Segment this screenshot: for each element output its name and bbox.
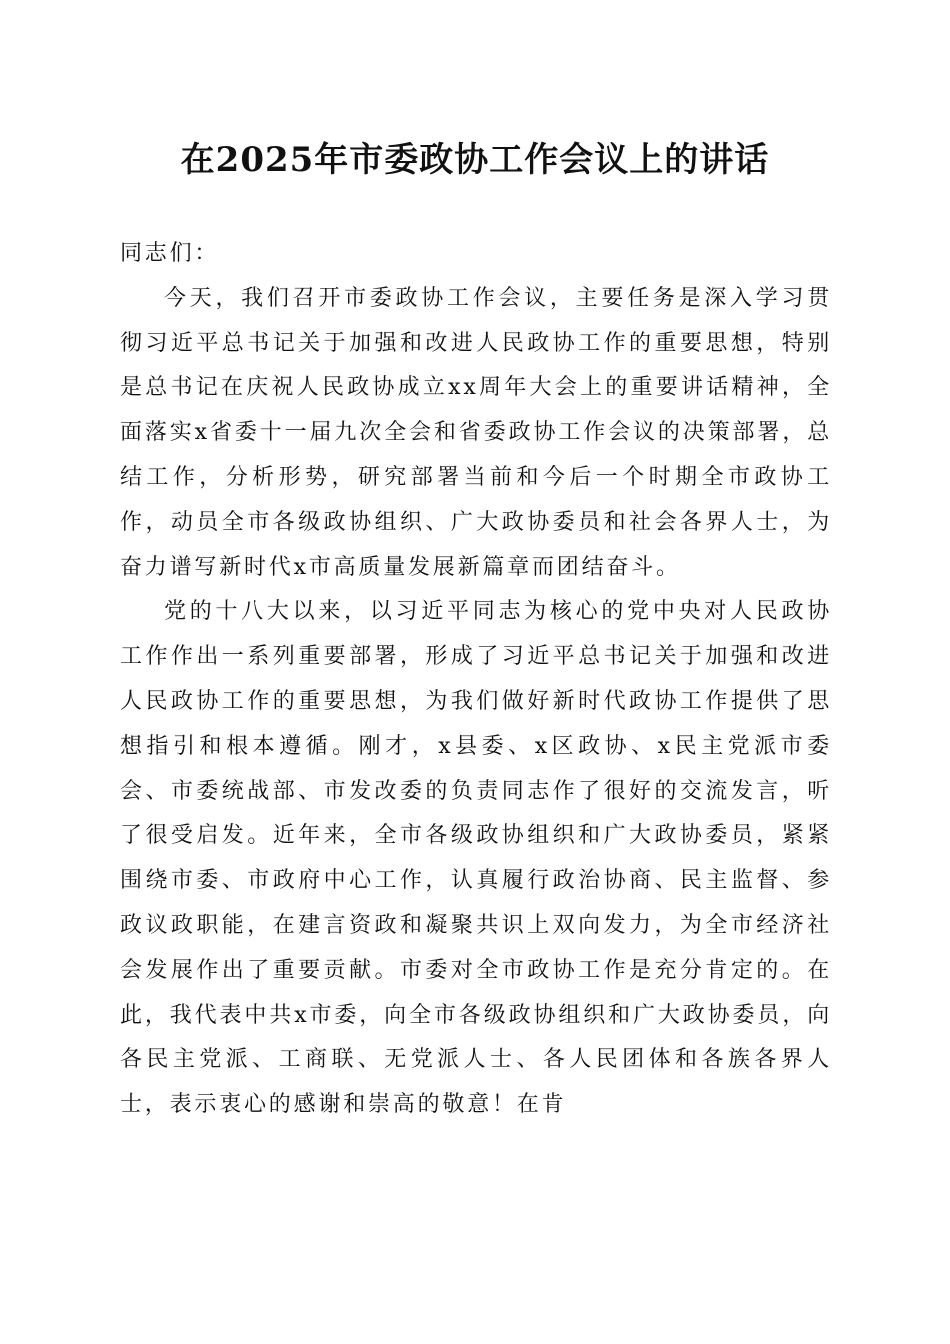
salutation: 同志们： xyxy=(120,241,220,266)
paragraph-opening: 今天，我们召开市委政协工作会议，主要任务是深入学习贯彻习近平总书记关于加强和改进人民政协工作的重要思想，特别是总书记在庆祝人民政协成立xx周年大会上的重要讲话精神，全面落实x省委十一届九次全会和省委政协工作会议的决策部署，总结工作，分析形势，研究部署当前和今后一个时期全市政协工作，动员全市各级政协组织、广大政协委员和社会各界人士，为奋力谱写新时代x市高质量发展新篇章而团结奋斗。 xyxy=(120,285,832,580)
document-body xyxy=(120,232,832,1128)
document-title: 在2025年市委政协工作会议上的讲话 xyxy=(180,140,770,180)
paragraph-achievements: 党的十八大以来，以习近平同志为核心的党中央对人民政协工作作出一系列重要部署，形成了习近平总书记关于加强和改进人民政协工作的重要思想，为我们做好新时代政协工作提供了思想指引和根本遵循。刚才，x县委、x区政协、x民主党派市委会、市委统战部、市发改委的负责同志作了很好的交流发言，听了很受启发。近年来，全市各级政协组织和广大政协委员，紧紧围绕市委、市政府中心工作，认真履行政治协商、民主监督、参政议政职能，在建言资政和凝聚共识上双向发力，为全市经济社会发展作出了重要贡献。市委对全市政协工作是充分肯定的。在此，我代表中共x市委，向全市各级政协组织和广大政协委员，向各民主党派、工商联、无党派人士、各人民团体和各族各界人士，表示衷心的感谢和崇高的敬意！在肯 xyxy=(120,599,832,1118)
